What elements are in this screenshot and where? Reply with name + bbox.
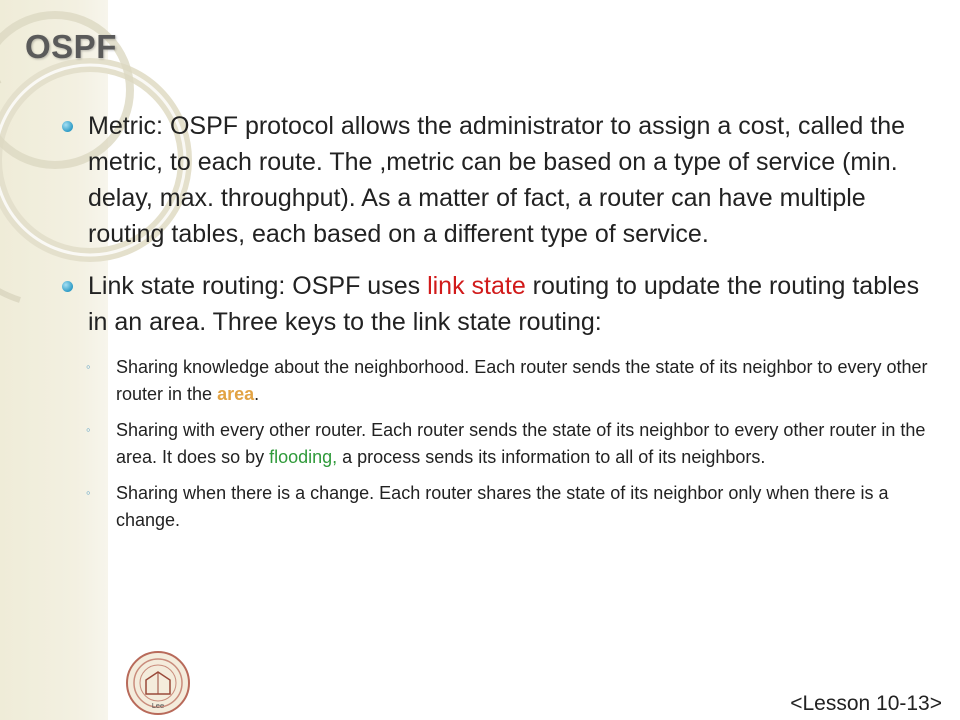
- subbullet-2-text-before: Sharing with every other router. Each router sends the state of its neighbor to every other router in the area. It does so by: [116, 420, 926, 467]
- bullet-link-state-text-after: routing to update the routing tables in an area. Three keys to the link state routing:: [88, 272, 920, 336]
- bullet-link-state-text-before: Link state routing: OSPF uses: [88, 272, 428, 300]
- subbullet-1-text-after: .: [254, 383, 260, 404]
- bullet-dot-icon: [62, 121, 73, 132]
- ring-bullet-icon: ◦: [86, 359, 91, 374]
- bullet-metric-text: Metric: OSPF protocol allows the administrator to assign a cost, called the metric, to each route. The ,metric can be based on a type of service (min. delay, max. throughput). As a matter of fact, a router can have multiple routing tables, each based on a different type of service.: [88, 112, 906, 248]
- subbullet-3-text: Sharing when there is a change. Each router shares the state of its neighbor only when there is a change.: [116, 483, 889, 530]
- highlight-link-state: link state: [427, 272, 526, 300]
- logo-text: Lee: [151, 702, 165, 710]
- subbullet-1-text-before: Sharing knowledge about the neighborhood. Each router sends the state of its neighbor to every other router in the: [116, 357, 928, 404]
- subbullet-sharing-knowledge: [62, 354, 932, 407]
- lesson-footer: <Lesson 10-13>: [790, 692, 942, 715]
- highlight-area: area: [217, 383, 255, 404]
- content-bullets: [62, 108, 932, 533]
- ring-bullet-icon: ◦: [86, 485, 91, 500]
- subbullet-sharing-change: [62, 480, 932, 533]
- subbullet-2-text-after: a process sends its information to all of its neighbors.: [337, 446, 766, 467]
- university-seal-icon: [125, 650, 191, 716]
- highlight-flooding: flooding,: [269, 446, 338, 467]
- subbullet-sharing-every-router: [62, 417, 932, 470]
- bullet-dot-icon: [62, 281, 73, 292]
- bullet-link-state: [62, 268, 932, 340]
- ring-bullet-icon: ◦: [86, 422, 91, 437]
- slide-title: OSPF: [25, 28, 117, 65]
- bullet-metric: [62, 108, 932, 252]
